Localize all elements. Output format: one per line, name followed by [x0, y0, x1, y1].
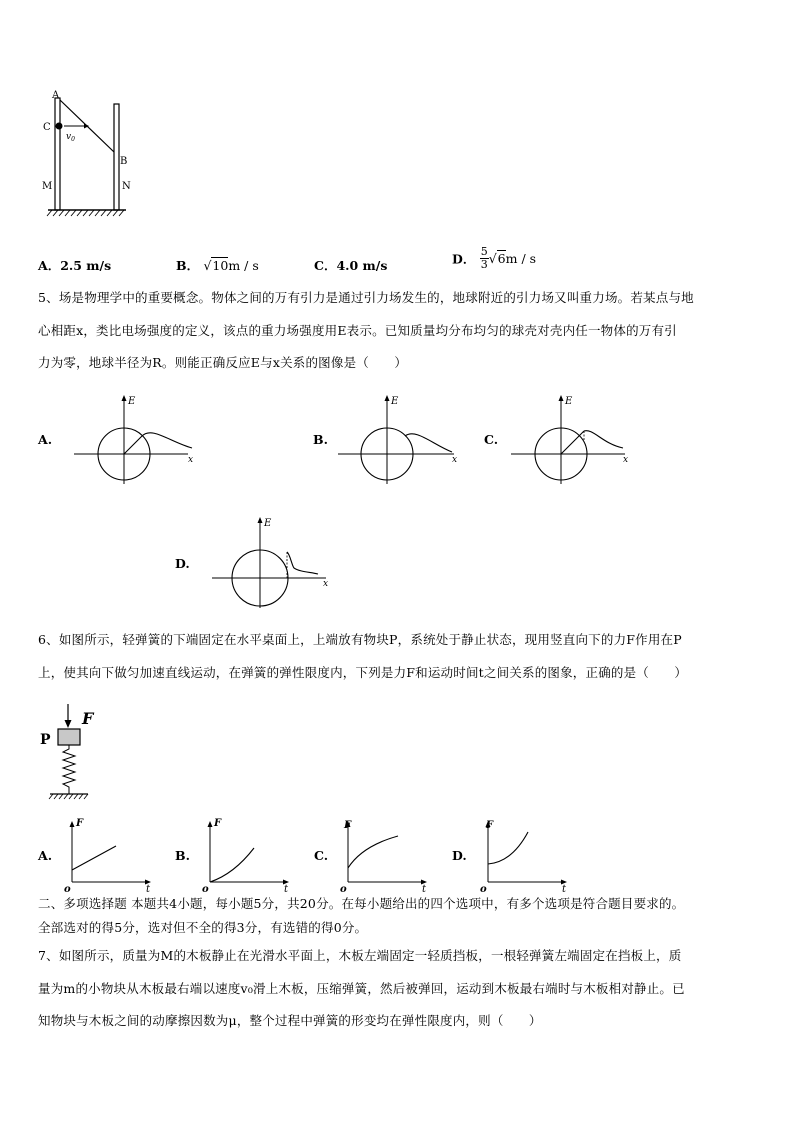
unit: m / s [228, 258, 259, 273]
spring [63, 745, 75, 794]
curve [584, 431, 623, 448]
label-n: N [122, 181, 131, 192]
curve [488, 832, 528, 864]
ball-c [56, 123, 63, 130]
q4-option-a [38, 256, 111, 274]
curve-line [561, 431, 584, 454]
section2-line-2: 全部选对的得5分，选对但不全的得3分，有选错的得0分。 [38, 920, 368, 935]
q5-option-a-label: A. [38, 432, 53, 447]
curve [124, 433, 192, 454]
q4-option-b: B． √10m / s [176, 258, 259, 273]
q6-option-a-label: A. [38, 848, 53, 863]
q4-option-d: D． $\frac{5}{3}$ √6m / s [452, 245, 537, 271]
origin-label: o [480, 884, 487, 894]
ground-hatch [47, 210, 124, 216]
q6-spring-figure [38, 702, 118, 802]
q5-option-d-label: D. [175, 556, 190, 571]
force-arrowhead [65, 720, 72, 728]
label-c: C [43, 122, 51, 133]
wall-m [55, 98, 60, 210]
block-label: P [40, 732, 51, 748]
q5-graph-a [70, 392, 200, 488]
axis-y-label: F [344, 820, 352, 831]
q5-question [38, 282, 756, 380]
option-key: A． [38, 258, 61, 273]
q4-figure [38, 88, 148, 220]
option-value: 4.0 m/s [336, 258, 388, 273]
axis-y-label: F [214, 818, 222, 829]
wall-n [114, 104, 119, 210]
axis-x-label: t [562, 884, 567, 894]
section2-line-1: 二、多项选择题 本题共4小题，每小题5分，共20分。在每小题给出的四个选项中，有多个选项是符合题目要求的。 [38, 896, 685, 911]
q6-graph-d [476, 814, 576, 894]
base-hatch [49, 794, 88, 799]
q5-line-3: 力为零，地球半径为R。则能正确反应E与x关系的图像是（ ） [38, 355, 408, 370]
q5-graph-c [507, 392, 637, 488]
axis-y-label: E [391, 396, 399, 407]
curve [348, 836, 398, 868]
q6-graph-c [336, 814, 436, 894]
axis-y-label: E [565, 396, 573, 407]
block-p [58, 729, 80, 745]
q7-line-3: 知物块与木板之间的动摩擦因数为μ，整个过程中弹簧的形变均在弹性限度内，则（ ） [38, 1013, 542, 1028]
axis-x-label: x [452, 455, 458, 465]
fraction: $\frac{5}{3}$ [480, 245, 488, 271]
option-key: B． [176, 258, 200, 273]
q7-question [38, 940, 756, 1038]
q5-graph-d [208, 514, 338, 612]
curve [72, 846, 116, 870]
q6-graph-a [60, 814, 160, 894]
q4-option-c [314, 256, 387, 274]
axis-x-label: x [623, 455, 629, 465]
axis-y-label: E [128, 396, 136, 407]
q5-graph-b [334, 392, 464, 488]
q5-option-b-label: B. [313, 432, 328, 447]
q6-option-d-label: D. [452, 848, 467, 863]
axis-x-label: x [188, 455, 194, 465]
q5-line-2: 心相距x，类比电场强度的定义，该点的重力场强度用E表示。已知质量均分布均匀的球壳对壳内任一物体的万有引 [38, 322, 677, 338]
curve [287, 552, 318, 574]
axis-y-label: F [76, 818, 84, 829]
origin-label: o [202, 884, 209, 894]
q6-option-b-label: B. [175, 848, 190, 863]
label-b: B [120, 156, 128, 167]
option-key: C． [314, 258, 337, 273]
origin-label: o [340, 884, 347, 894]
option-value: 2.5 m/s [60, 258, 112, 273]
label-v0: $v_0$ [66, 132, 75, 143]
option-key: D． [452, 251, 476, 267]
radicand: 6 [497, 251, 506, 266]
q7-line-1: 7、如图所示，质量为M的木板静止在光滑水平面上，木板左端固定一轻质挡板，一根轻弹簧左端固定在挡板上，质 [38, 948, 682, 963]
label-m: M [42, 181, 53, 192]
q6-option-c-label: C. [314, 848, 329, 863]
label-a: A [52, 90, 60, 101]
axis-x-label: x [323, 579, 329, 589]
q6-question [38, 624, 756, 689]
unit: m / s [505, 251, 537, 266]
axis-y-label: F [486, 820, 494, 831]
q6-line-2: 上，使其向下做匀加速直线运动，在弹簧的弹性限度内，下列是力F和运动时间t之间关系的图象，正确的是（ ） [38, 664, 688, 680]
axis-x-label: t [422, 884, 427, 894]
q7-line-2: 量为m的小物块从木板最右端以速度v₀滑上木板，压缩弹簧，然后被弹回，运动到木板最右端时与木板相对静止。已 [38, 980, 685, 996]
radicand: 10 [212, 258, 229, 273]
q6-line-1: 6、如图所示，轻弹簧的下端固定在水平桌面上，上端放有物块P，系统处于静止状态，现用竖直向下的力F作用在P [38, 632, 682, 647]
force-label: F [82, 709, 94, 728]
axis-x-label: t [284, 884, 289, 894]
origin-label: o [64, 884, 71, 894]
axis-y-label: E [264, 518, 272, 529]
axis-x-label: t [146, 884, 151, 894]
q5-option-c-label: C. [484, 432, 499, 447]
curve [210, 848, 254, 882]
q5-line-1: 5、场是物理学中的重要概念。物体之间的万有引力是通过引力场发生的，地球附近的引力场又叫重力场。若某点与地 [38, 290, 694, 305]
q6-graph-b [198, 814, 298, 894]
section2-header [38, 892, 756, 940]
